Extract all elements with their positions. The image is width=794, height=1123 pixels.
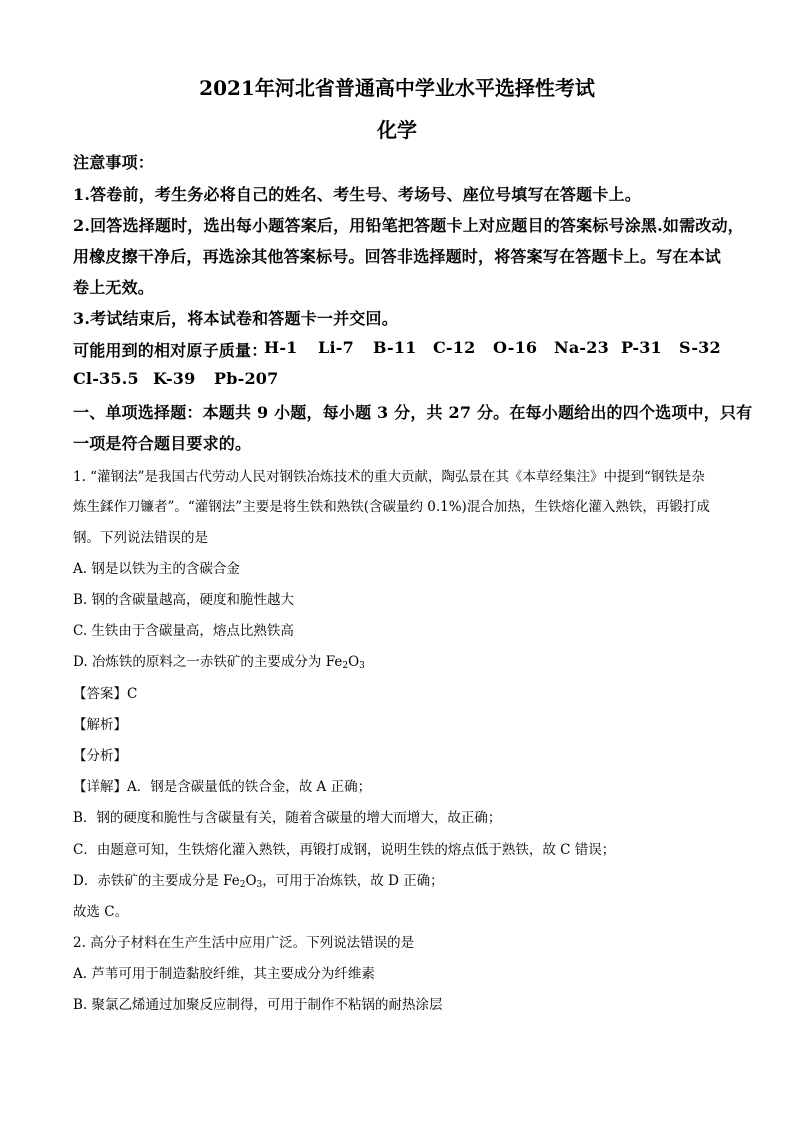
subject-title: 化学 xyxy=(377,118,417,142)
atomic-mass-label: 可能用到的相对原子质量： xyxy=(73,341,268,360)
notice-item-2-line-1: 2.回答选择题时，选出每小题答案后，用铅笔把答题卡上对应题目的答案标号涂黑.如需改动， xyxy=(73,216,744,235)
atomic-mass-row-2 xyxy=(73,369,373,391)
q1-answer: 【答案】C xyxy=(73,686,138,702)
section-1-heading-line-2: 一项是符合题目要求的。 xyxy=(73,434,252,453)
atomic-mass-value: Pb-207 xyxy=(214,369,279,388)
atomic-mass-value: P-31 xyxy=(621,338,662,357)
q2-option-b: B. 聚氯乙烯通过加聚反应制得，可用于制作不粘锅的耐热涂层 xyxy=(73,997,443,1013)
notice-heading: 注意事项： xyxy=(73,153,155,172)
atomic-mass-value: H-1 xyxy=(264,338,298,357)
q1-analysis-label-2: 【分析】 xyxy=(73,748,127,764)
q1-detail-c: C．由题意可知，生铁熔化灌入熟铁，再锻打成钢，说明生铁的熔点低于熟铁，故 C 错误； xyxy=(73,842,616,858)
atomic-mass-value: K-39 xyxy=(153,369,196,388)
q1-detail-a: 【详解】A．钢是含碳量低的铁合金，故 A 正确； xyxy=(73,779,372,795)
notice-item-2-line-3: 卷上无效。 xyxy=(73,278,155,297)
q1-stem-line-1: 1. “灌钢法”是我国古代劳动人民对钢铁冶炼技术的重大贡献，陶弘景在其《本草经集注》中提到“钢铁是杂 xyxy=(73,469,705,485)
q1-option-a: A. 钢是以铁为主的含碳合金 xyxy=(73,561,240,577)
exam-title: 2021年河北省普通高中学业水平选择性考试 xyxy=(199,76,595,100)
atomic-mass-value: B-11 xyxy=(373,338,417,357)
q1-option-d: D. 冶炼铁的原料之一赤铁矿的主要成分为 $Fe_2O_3$ xyxy=(73,654,365,671)
notice-item-1: 1.答卷前，考生务必将自己的姓名、考生号、考场号、座位号填写在答题卡上。 xyxy=(73,185,641,204)
q1-detail-b: B．钢的硬度和脆性与含碳量有关，随着含碳量的增大而增大，故正确； xyxy=(73,810,502,826)
q2-stem: 2. 高分子材料在生产生活中应用广泛。下列说法错误的是 xyxy=(73,935,415,951)
atomic-mass-value: Na-23 xyxy=(554,338,609,357)
q1-conclusion: 故选 C。 xyxy=(73,904,129,920)
atomic-mass-value: Cl-35.5 xyxy=(73,369,139,388)
notice-item-3: 3.考试结束后，将本试卷和答题卡一并交回。 xyxy=(73,309,398,328)
q1-analysis-label: 【解析】 xyxy=(73,717,127,733)
atomic-mass-row-1 xyxy=(73,338,723,360)
q1-option-c: C. 生铁由于含碳量高，熔点比熟铁高 xyxy=(73,623,294,639)
atomic-mass-value: C-12 xyxy=(433,338,476,357)
atomic-mass-value: Li-7 xyxy=(318,338,354,357)
section-1-heading-line-1: 一、单项选择题：本题共 9 小题，每小题 3 分，共 27 分。在每小题给出的四个选项中，只有 xyxy=(73,403,753,422)
q2-option-a: A. 芦苇可用于制造黏胶纤维，其主要成分为纤维素 xyxy=(73,966,375,982)
q1-detail-d: D．赤铁矿的主要成分是 $Fe_2O_3$，可用于冶炼铁，故 D 正确； xyxy=(73,873,444,890)
q1-stem-line-2: 炼生鍒作刀镰者”。“灌钢法”主要是将生铁和熟铁(含碳量约 0.1%)混合加热，生铁熔化灌入熟铁，再锻打成 xyxy=(73,499,710,515)
atomic-mass-value: O-16 xyxy=(493,338,538,357)
atomic-mass-value: S-32 xyxy=(679,338,721,357)
q1-stem-line-3: 钢。下列说法错误的是 xyxy=(73,530,208,546)
notice-item-2-line-2: 用橡皮擦干净后，再选涂其他答案标号。回答非选择题时，将答案写在答题卡上。写在本试 xyxy=(73,247,722,266)
q1-option-b: B. 钢的含碳量越高，硬度和脆性越大 xyxy=(73,592,295,608)
